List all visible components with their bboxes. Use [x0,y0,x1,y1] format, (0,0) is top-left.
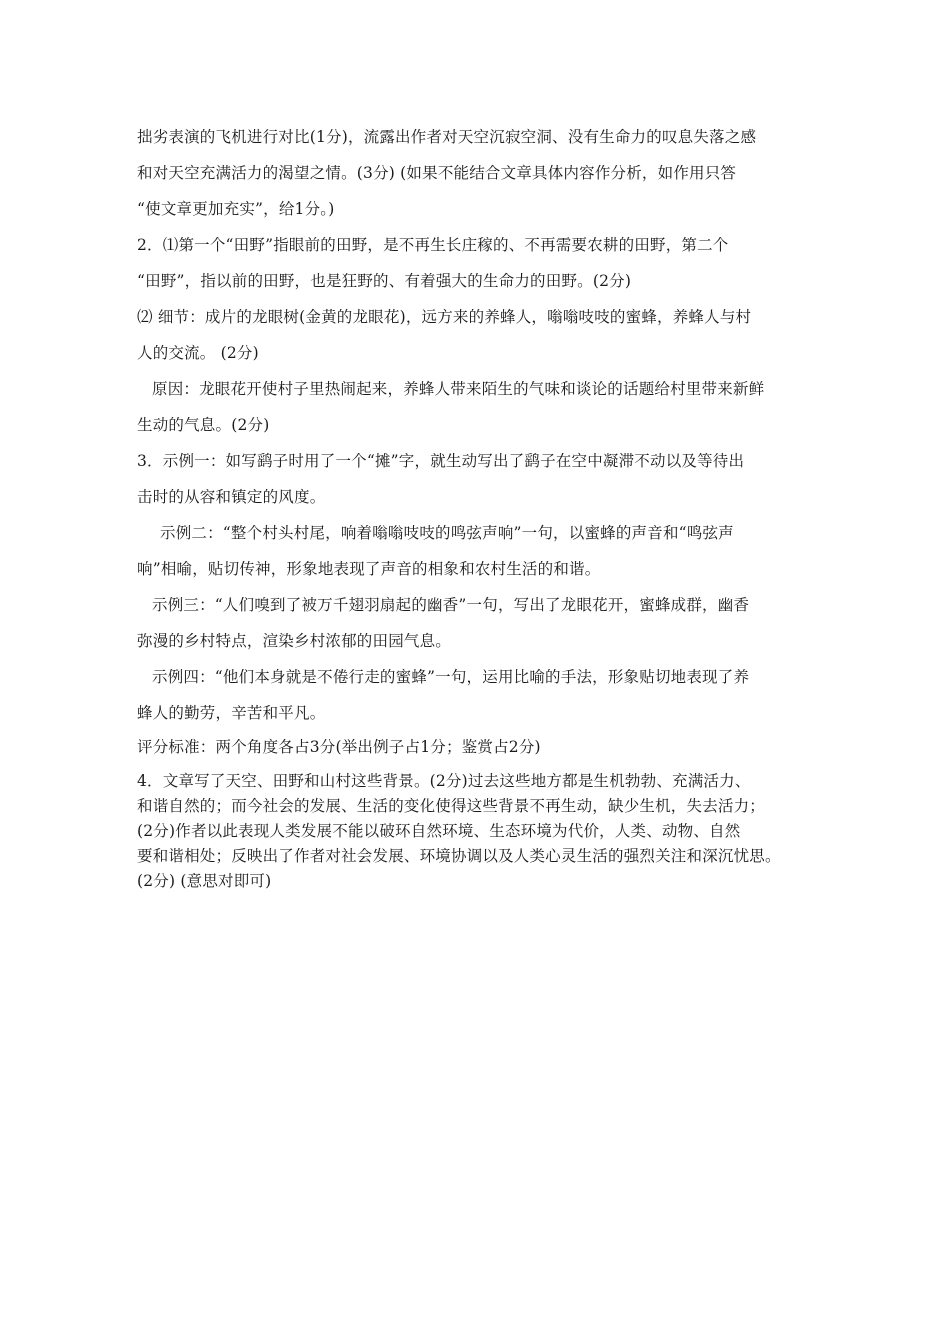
text-line: 要和谐相处；反映出了作者对社会发展、环境协调以及人类心灵生活的强烈关注和深沉忧思。 [137,847,781,865]
text-line: “田野”，指以前的田野，也是狂野的、有着强大的生命力的田野。(2分) [137,272,632,290]
text-line: 生动的气息。(2分) [137,416,270,434]
text-line: (2分)作者以此表现人类发展不能以破环自然环境、生态环境为代价，人类、动物、自然 [137,822,741,840]
text-line: 4．文章写了天空、田野和山村这些背景。(2分)过去这些地方都是生机勃勃、充满活力、 [137,772,751,790]
text-line: “使文章更加充实”，给1分。) [137,200,335,218]
text-line: 示例四：“他们本身就是不倦行走的蜜蜂”一句，运用比喻的手法，形象贴切地表现了养 [152,668,750,686]
text-line: 2．⑴第一个“田野”指眼前的田野，是不再生长庄稼的、不再需要农耕的田野，第二个 [137,236,729,254]
text-line: (2分) (意思对即可) [137,872,272,890]
text-line: 拙劣表演的飞机进行对比(1分)，流露出作者对天空沉寂空洞、没有生命力的叹息失落之感 [137,128,757,146]
text-line: 原因：龙眼花开使村子里热闹起来，养蜂人带来陌生的气味和谈论的话题给村里带来新鲜 [152,380,765,398]
text-line: 弥漫的乡村特点，渲染乡村浓郁的田园气息。 [137,632,452,650]
text-line: 蜂人的勤劳，辛苦和平凡。 [137,704,326,722]
text-line: 3．示例一：如写鹞子时用了一个“摊”字，就生动写出了鹞子在空中凝滞不动以及等待出 [137,452,745,470]
text-line: 示例二：“整个村头村尾，响着嗡嗡吱吱的鸣弦声响”一句，以蜜蜂的声音和“鸣弦声 [160,524,734,542]
text-line: ⑵ 细节：成片的龙眼树(金黄的龙眼花)，远方来的养蜂人，嗡嗡吱吱的蜜蜂，养蜂人与村 [137,308,752,326]
text-line: 人的交流。 (2分) [137,344,259,362]
text-line: 响”相喻，贴切传神，形象地表现了声音的相象和农村生活的和谐。 [137,560,601,578]
text-line: 和对天空充满活力的渴望之情。(3分) (如果不能结合文章具体内容作分析，如作用只答 [137,164,737,182]
text-line: 和谐自然的；而今社会的发展、生活的变化使得这些背景不再生动，缺少生机，失去活力； [137,797,766,815]
text-line: 示例三：“人们嗅到了被万千翅羽扇起的幽香”一句，写出了龙眼花开，蜜蜂成群，幽香 [152,596,750,614]
text-line: 击时的从容和镇定的风度。 [137,488,326,506]
text-line: 评分标准：两个角度各占3分(举出例子占1分；鉴赏占2分) [137,738,541,756]
